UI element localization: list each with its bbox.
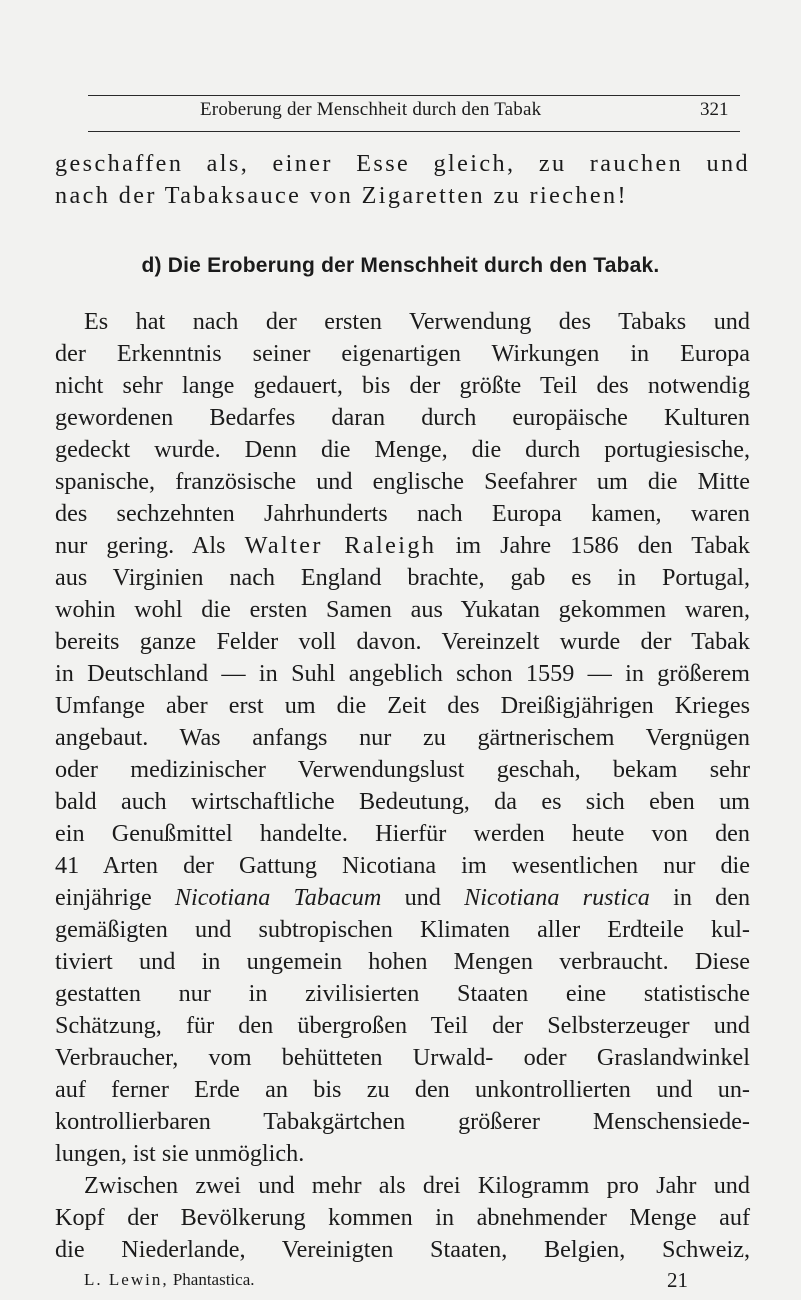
header-rule-top — [88, 95, 740, 96]
text-line: gewordenen Bedarfes daran durch europäische Kulturen — [55, 404, 750, 431]
text-line: Zwischen zwei und mehr als drei Kilogramm pro Jahr und — [84, 1172, 750, 1199]
page-number: 321 — [700, 99, 729, 120]
text-line: gestatten nur in zivilisierten Staaten eine statistische — [55, 980, 750, 1007]
text-line: angebaut. Was anfangs nur zu gärtnerischem Vergnügen — [55, 724, 750, 751]
species-name: Nicotiana rustica — [464, 884, 650, 911]
species-name: Nicotiana Tabacum — [174, 884, 382, 911]
text-line: kontrollierbaren Tabakgärtchen größerer Menschensiede- — [55, 1108, 750, 1135]
text-line: gedeckt wurde. Denn die Menge, die durch portugiesische, — [55, 436, 750, 463]
text-line: bald auch wirtschaftliche Bedeutung, da es sich eben um — [55, 788, 750, 815]
printer-signature: 21 — [667, 1268, 688, 1292]
text-line: Verbraucher, vom behütteten Urwald- oder Graslandwinkel — [55, 1044, 750, 1071]
text-line: des sechzehnten Jahrhunderts nach Europa kamen, waren — [55, 500, 750, 527]
text-line: die Niederlande, Vereinigten Staaten, Belgien, Schweiz, — [55, 1236, 750, 1263]
footer-book: Phantastica. — [172, 1270, 255, 1289]
section-heading: d) Die Eroberung der Menschheit durch den Tabak. — [141, 254, 660, 277]
text-line: geschaffen als, einer Esse gleich, zu rauchen und — [55, 150, 750, 177]
text-line: ein Genußmittel handelte. Hierfür werden heute von den — [55, 820, 750, 847]
text-line: nach der Tabaksauce von Zigaretten zu riechen! — [55, 182, 628, 209]
text-segment: in den — [673, 884, 751, 911]
text-line: wohin wohl die ersten Samen aus Yukatan gekommen waren, — [55, 596, 750, 623]
text-segment: im Jahre 1586 den Tabak — [455, 532, 751, 559]
footer-author: L. Lewin, — [84, 1270, 169, 1289]
text-line: der Erkenntnis seiner eigenartigen Wirkungen in Europa — [55, 340, 750, 367]
text-segment: und — [404, 884, 441, 911]
text-line: aus Virginien nach England brachte, gab es in Portugal, — [55, 564, 750, 591]
text-line: in Deutschland — in Suhl angeblich schon 1559 — in größerem — [55, 660, 750, 687]
text-line: bereits ganze Felder voll davon. Vereinzelt wurde der Tabak — [55, 628, 750, 655]
text-line: gemäßigten und subtropischen Klimaten aller Erdteile kul- — [55, 916, 750, 943]
text-segment: einjährige — [55, 884, 152, 911]
text-line: auf ferner Erde an bis zu den unkontrollierten und un- — [55, 1076, 750, 1103]
text-line: Umfange aber erst um die Zeit des Dreißigjährigen Krieges — [55, 692, 750, 719]
footer-source — [84, 1270, 255, 1290]
text-line — [55, 882, 750, 914]
text-line: lungen, ist sie unmöglich. — [55, 1140, 305, 1167]
text-line: Es hat nach der ersten Verwendung des Tabaks und — [84, 308, 750, 335]
text-line: Schätzung, für den übergroßen Teil der Selbsterzeuger und — [55, 1012, 750, 1039]
text-line: spanische, französische und englische Seefahrer um die Mitte — [55, 468, 750, 495]
text-line — [55, 530, 750, 562]
text-line: Kopf der Bevölkerung kommen in abnehmender Menge auf — [55, 1204, 750, 1231]
person-name: Walter Raleigh — [244, 532, 437, 559]
text-line: tiviert und in ungemein hohen Mengen verbraucht. Diese — [55, 948, 750, 975]
header-rule-bottom — [88, 131, 740, 132]
text-segment: nur gering. Als — [55, 532, 226, 559]
text-line: 41 Arten der Gattung Nicotiana im wesentlichen nur die — [55, 852, 750, 879]
text-line: oder medizinischer Verwendungslust geschah, bekam sehr — [55, 756, 750, 783]
text-line: nicht sehr lange gedauert, bis der größte Teil des notwendig — [55, 372, 750, 399]
running-head: Eroberung der Menschheit durch den Tabak — [200, 99, 542, 120]
